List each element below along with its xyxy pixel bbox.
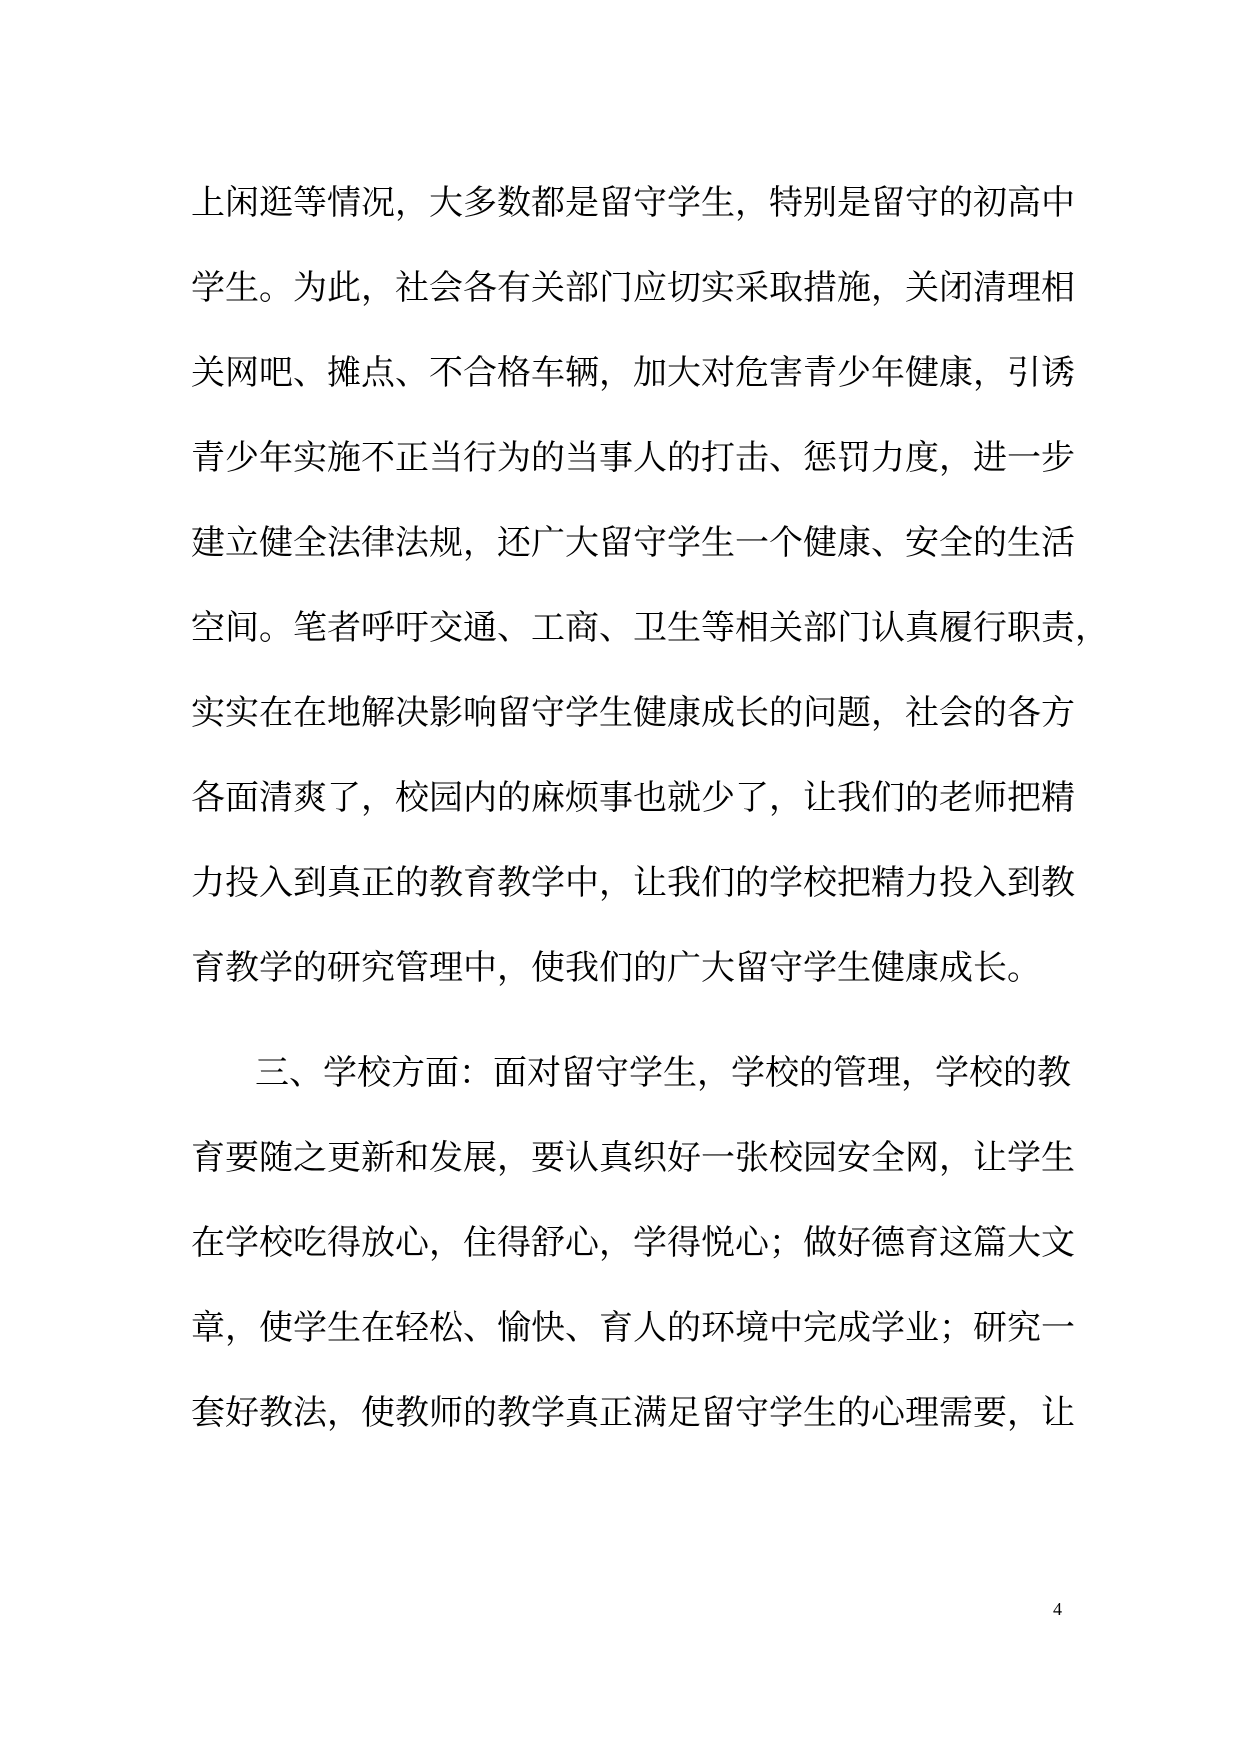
text-line: 三、学校方面：面对留守学生，学校的管理，学校的教 — [255, 1053, 1071, 1093]
text-line: 各面清爽了，校园内的麻烦事也就少了，让我们的老师把精 — [191, 778, 1075, 818]
page-number: 4 — [1053, 1599, 1062, 1619]
text-line: 实实在在地解决影响留守学生健康成长的问题，社会的各方 — [191, 693, 1075, 733]
text-line: 学生。为此，社会各有关部门应切实采取措施，关闭清理相 — [191, 268, 1075, 308]
text-line: 套好教法，使教师的教学真正满足留守学生的心理需要，让 — [191, 1393, 1075, 1433]
text-line: 在学校吃得放心，住得舒心，学得悦心；做好德育这篇大文 — [191, 1223, 1075, 1263]
text-line: 育要随之更新和发展，要认真织好一张校园安全网，让学生 — [191, 1138, 1075, 1178]
text-line: 空间。笔者呼吁交通、工商、卫生等相关部门认真履行职责， — [191, 608, 1109, 648]
text-line: 关网吧、摊点、不合格车辆，加大对危害青少年健康，引诱 — [191, 353, 1075, 393]
text-line: 建立健全法律法规，还广大留守学生一个健康、安全的生活 — [191, 523, 1075, 563]
text-line: 章，使学生在轻松、愉快、育人的环境中完成学业；研究一 — [191, 1308, 1075, 1348]
text-line: 青少年实施不正当行为的当事人的打击、惩罚力度，进一步 — [191, 438, 1075, 478]
text-line: 上闲逛等情况，大多数都是留守学生，特别是留守的初高中 — [191, 183, 1075, 223]
text-line: 育教学的研究管理中，使我们的广大留守学生健康成长。 — [191, 948, 1041, 988]
text-line: 力投入到真正的教育教学中，让我们的学校把精力投入到教 — [191, 863, 1075, 903]
